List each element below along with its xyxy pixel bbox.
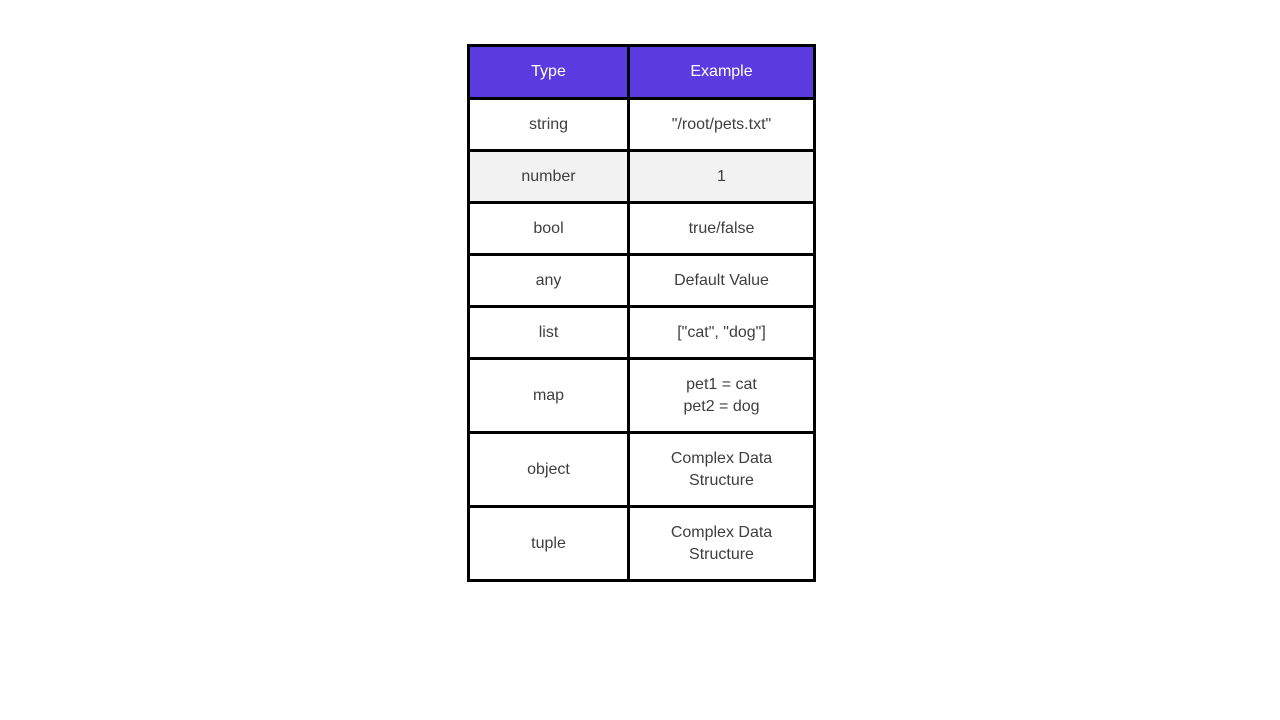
cell-type: any bbox=[469, 255, 629, 307]
cell-type: number bbox=[469, 151, 629, 203]
table-row bbox=[469, 507, 815, 581]
cell-example bbox=[629, 359, 815, 433]
header-example: Example bbox=[629, 46, 815, 99]
cell-example bbox=[629, 151, 815, 203]
example-line: Complex Data bbox=[670, 523, 773, 541]
example-line: Default Value bbox=[674, 271, 769, 289]
example-line: 1 bbox=[717, 167, 726, 185]
table-row bbox=[469, 203, 815, 255]
cell-type: list bbox=[469, 307, 629, 359]
cell-type: string bbox=[469, 99, 629, 151]
cell-example bbox=[629, 307, 815, 359]
cell-example bbox=[629, 433, 815, 507]
table-row bbox=[469, 307, 815, 359]
example-line: Structure bbox=[689, 471, 754, 489]
cell-example bbox=[629, 203, 815, 255]
cell-type: map bbox=[469, 359, 629, 433]
example-line: "/root/pets.txt" bbox=[671, 115, 772, 133]
example-line: ["cat", "dog"] bbox=[677, 323, 766, 341]
header-type: Type bbox=[469, 46, 629, 99]
example-line: pet1 = cat bbox=[686, 375, 757, 393]
types-table-container bbox=[467, 44, 816, 582]
table-row bbox=[469, 151, 815, 203]
example-line: Structure bbox=[689, 545, 754, 563]
example-line: pet2 = dog bbox=[683, 397, 760, 415]
cell-type: object bbox=[469, 433, 629, 507]
cell-example bbox=[629, 99, 815, 151]
table-header-row bbox=[469, 46, 815, 99]
cell-type: tuple bbox=[469, 507, 629, 581]
example-line: Complex Data bbox=[670, 449, 773, 467]
cell-type: bool bbox=[469, 203, 629, 255]
table-row bbox=[469, 255, 815, 307]
example-line: true/false bbox=[688, 219, 755, 237]
table-row bbox=[469, 359, 815, 433]
table-row bbox=[469, 99, 815, 151]
table-row bbox=[469, 433, 815, 507]
cell-example bbox=[629, 255, 815, 307]
cell-example bbox=[629, 507, 815, 581]
types-table bbox=[467, 44, 816, 582]
